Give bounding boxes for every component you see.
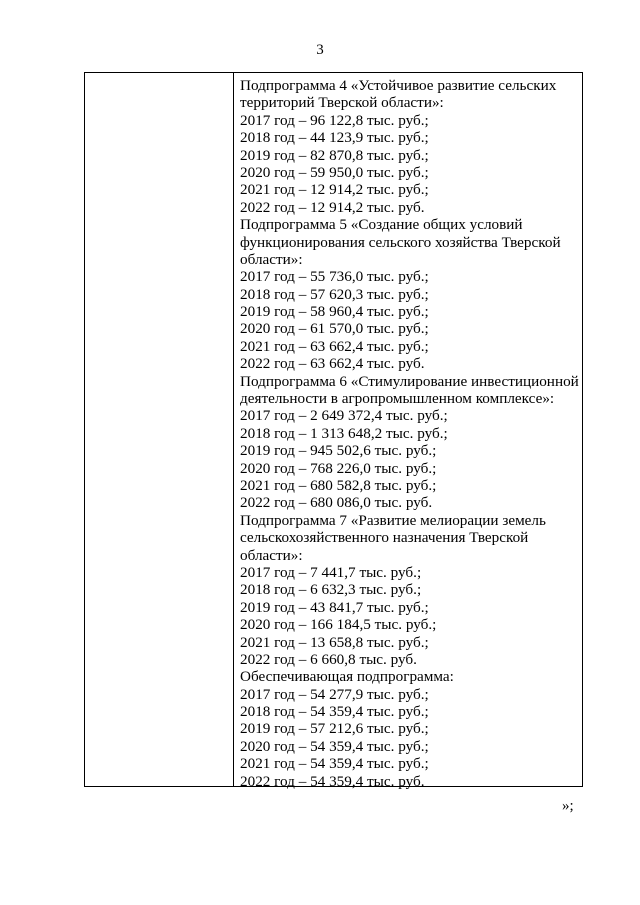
text-line: области»: bbox=[240, 250, 303, 268]
table-left-cell bbox=[85, 73, 234, 786]
page-number: 3 bbox=[316, 42, 324, 58]
text-line: 2018 год – 44 123,9 тыс. руб.; bbox=[240, 129, 429, 147]
text-line: 2020 год – 59 950,0 тыс. руб.; bbox=[240, 163, 429, 181]
text-line: 2018 год – 1 313 648,2 тыс. руб.; bbox=[240, 424, 448, 442]
text-line: 2021 год – 680 582,8 тыс. руб.; bbox=[240, 476, 437, 494]
text-line: 2020 год – 54 359,4 тыс. руб.; bbox=[240, 737, 429, 755]
text-line: 2022 год – 63 662,4 тыс. руб. bbox=[240, 355, 425, 373]
text-line: 2021 год – 12 914,2 тыс. руб.; bbox=[240, 181, 429, 199]
text-line: функционирования сельского хозяйства Тверской bbox=[240, 233, 561, 251]
text-line: 2020 год – 61 570,0 тыс. руб.; bbox=[240, 320, 429, 338]
text-line: 2021 год – 54 359,4 тыс. руб.; bbox=[240, 755, 429, 773]
text-line: 2022 год – 680 086,0 тыс. руб. bbox=[240, 494, 433, 512]
text-line: Подпрограмма 4 «Устойчивое развитие сельских bbox=[240, 77, 557, 94]
text-line: 2020 год – 166 184,5 тыс. руб.; bbox=[240, 616, 437, 634]
text-line: 2017 год – 2 649 372,4 тыс. руб.; bbox=[240, 407, 448, 425]
text-line: 2019 год – 82 870,8 тыс. руб.; bbox=[240, 146, 429, 164]
text-line: 2017 год – 55 736,0 тыс. руб.; bbox=[240, 268, 429, 286]
text-line: 2019 год – 58 960,4 тыс. руб.; bbox=[240, 303, 429, 321]
text-line: 2022 год – 6 660,8 тыс. руб. bbox=[240, 650, 417, 668]
text-line: Подпрограмма 7 «Развитие мелиорации земель bbox=[240, 511, 546, 529]
text-line: сельскохозяйственного назначения Тверской bbox=[240, 529, 529, 547]
text-line: 2020 год – 768 226,0 тыс. руб.; bbox=[240, 459, 437, 477]
text-line: 2018 год – 54 359,4 тыс. руб.; bbox=[240, 703, 429, 721]
text-line: 2021 год – 63 662,4 тыс. руб.; bbox=[240, 337, 429, 355]
text-line: 2022 год – 54 359,4 тыс. руб. bbox=[240, 772, 425, 790]
closing-quote-mark: »; bbox=[562, 798, 574, 814]
funding-table bbox=[84, 72, 583, 790]
text-line: 2019 год – 57 212,6 тыс. руб.; bbox=[240, 720, 429, 738]
text-line: 2017 год – 54 277,9 тыс. руб.; bbox=[240, 685, 429, 703]
table-right-cell bbox=[235, 77, 580, 790]
text-line: 2017 год – 96 122,8 тыс. руб.; bbox=[240, 111, 429, 129]
text-line: 2018 год – 57 620,3 тыс. руб.; bbox=[240, 285, 429, 303]
text-line: Обеспечивающая подпрограмма: bbox=[240, 668, 454, 686]
text-line: 2019 год – 945 502,6 тыс. руб.; bbox=[240, 442, 437, 460]
text-line: 2019 год – 43 841,7 тыс. руб.; bbox=[240, 598, 429, 616]
text-line: Подпрограмма 5 «Создание общих условий bbox=[240, 216, 523, 234]
text-line: 2022 год – 12 914,2 тыс. руб. bbox=[240, 198, 425, 216]
text-line: 2021 год – 13 658,8 тыс. руб.; bbox=[240, 633, 429, 651]
text-line: области»: bbox=[240, 546, 303, 564]
text-line: Подпрограмма 6 «Стимулирование инвестиционной bbox=[240, 372, 579, 390]
text-line: деятельности в агропромышленном комплексе»: bbox=[240, 390, 555, 408]
text-line: 2018 год – 6 632,3 тыс. руб.; bbox=[240, 581, 422, 599]
text-line: 2017 год – 7 441,7 тыс. руб.; bbox=[240, 563, 422, 581]
text-line: территорий Тверской области»: bbox=[240, 94, 444, 112]
